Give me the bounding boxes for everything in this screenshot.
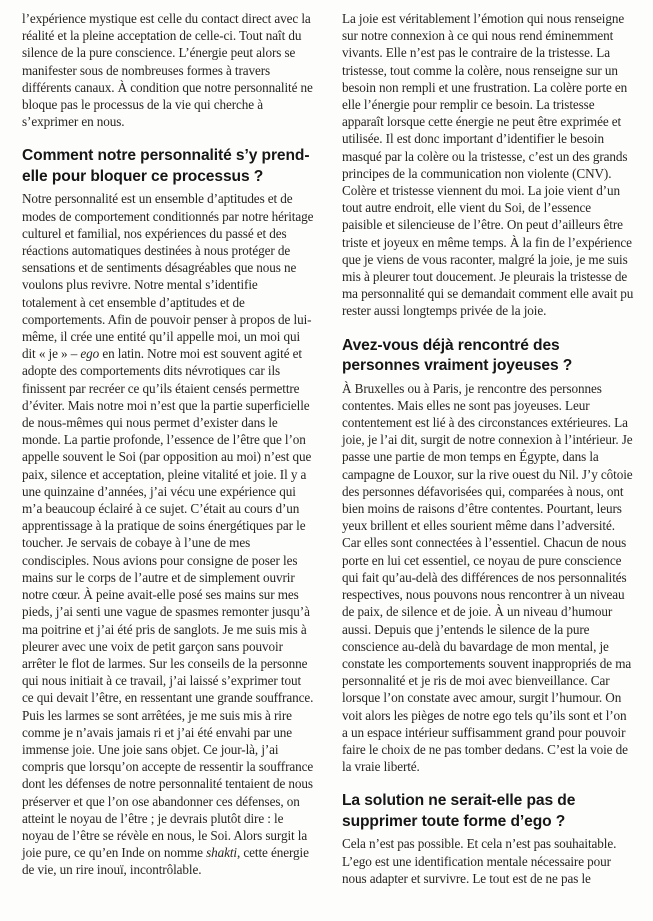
intro-paragraph: l’expérience mystique est celle du contact direct avec la réalité et la pleine acceptation de celle-ci. Tout naît du silence de la pure conscience. L’énergie peut alors se manifester sous de nombreuses formes à travers différents canaux. À condition que notre personnalité ne bloque pas le processus de la vie qui cherche à s’exprimer en nous. — [22, 11, 313, 130]
section-heading-bloquer-processus: Comment notre personnalité s’y prend-elle pour bloquer ce processus ? — [22, 147, 310, 185]
answer-paragraph-2: À Bruxelles ou à Paris, je rencontre des personnes contentes. Mais elles ne sont pas joyeuses. Leur contentement est lié à des circonstances extérieures. La joie, je l’ai dit, surgit de notre connexion à l’intérieur. Je passe une partie de mon temps en Égypte, dans la campagne de Louxor, sur la rive ouest du Nil. J’y côtoie des personnes défavorisées qui, comparées à nous, ont bien moins de raisons d’être contentes. Pourtant, leurs yeux brillent et elles sourient même dans l’adversité. Car elles sont connectées à l’essentiel. Chacun de nous porte en lui cet essentiel, ce noyau de pure conscience qui fait qu’au-delà des différences de nos personnalités respectives, nous pouvons nous rencontrer à un niveau de paix, de silence et de joie. À un niveau d’humour aussi. Depuis que j’entends le silence de la pure conscience au-delà du bavardage de mon mental, je constate les comportements souvent inappropriés de ma personnalité et je ris de moi avec bienveillance. Car lorsque l’on constate avec amour, surgit l’humour. On voit alors les pièges de notre ego tels qu’ils sont et l’on a un espace intérieur suffisamment grand pour pouvoir faire le choix de ne pas tomber dedans. C’est la voie de la vraie liberté. — [342, 380, 633, 775]
italic-term-ego: ego — [80, 346, 100, 362]
section-heading-personnes-joyeuses: Avez-vous déjà rencontré des personnes vraiment joyeuses ? — [342, 336, 573, 375]
right-column — [342, 10, 634, 887]
left-column — [22, 10, 314, 887]
italic-term-shakti: shakti — [206, 845, 237, 861]
answer-1-text-part-3: , cette énergie de vie, un rire inouï, incontrôlable. — [22, 845, 309, 878]
answer-paragraph-1-continued: La joie est véritablement l’émotion qui nous renseigne sur notre connexion à ce qui nous rend éminemment vivants. Elle n’est pas le contraire de la tristesse. La tristesse, tout comme la colère, nous renseigne sur un besoin non rempli et une frustration. La colère porte en elle l’énergie pour remplir ce besoin. La tristesse apparaît lorsque cette énergie ne peut être exprimée et utilisée. Il est donc important d’identifier le besoin masqué par la colère ou la tristesse, c’est un des grands principes de la communication non violente (CNV). Colère et tristesse viennent du moi. La joie vient d’un tout autre endroit, elle vient du Soi, de l’essence paisible et silencieuse de l’être. On peut d’ailleurs être triste et joyeux en même temps. À la fin de l’expérience que je viens de vous raconter, malgré la joie, je me suis mis à pleurer tout doucement. Je pleurais la tristesse de ma personnalité qui se demandait comment elle avait pu rester aussi longtemps privée de la joie. — [342, 11, 634, 319]
section-heading-supprimer-ego: La solution ne serait-elle pas de supprimer toute forme d’ego ? — [342, 792, 576, 830]
two-column-layout — [22, 10, 635, 887]
answer-1-text-part-1: Notre personnalité est un ensemble d’aptitudes et de modes de comportement conditionnés par notre héritage culturel et familial, nos expériences du passé et des réactions automatiques destinées à nous protéger de sensations et de sentiments désagréables que nous ne voulons plus revivre. Notre mental s’identifie totalement à cet ensemble d’aptitudes et de comportements. Afin de pouvoir penser à propos de lui-même, il crée une entité qu’il appelle moi, un moi qui dit « je » – — [22, 191, 314, 362]
answer-paragraph-1 — [22, 190, 314, 878]
answer-paragraph-3: Cela n’est pas possible. Et cela n’est pas souhaitable. L’ego est une identification mentale nécessaire pour nous adapter et survivre. Le tout est de ne pas le — [342, 836, 617, 886]
answer-1-text-part-2: en latin. Notre moi est souvent agité et adopte des comportements dits névrotiques car ils finissent par recréer ce qu’ils étaient censés permettre d’éviter. Mais notre moi n’est que la partie superficielle de nous-mêmes qui nous permet d’exister dans le monde. La partie profonde, l’essence de l’être que l’on appelle souvent le Soi (par opposition au moi) n’est que paix, silence et acceptation, pleine vitalité et joie. Il y a une quinzaine d’années, j’ai vécu une expérience qui m’a beaucoup éclairé à ce sujet. C’était au cours d’un apprentissage à la pratique de soins énergétiques par le toucher. Je servais de cobaye à l’une de mes condisciples. Nous avions pour consigne de poser les mains sur le corps de l’autre et de simplement ouvrir notre cœur. À peine avait-elle posé ses mains sur mes pieds, j’ai senti une vague de spasmes remonter jusqu’à ma poitrine et j’ai été pris de sanglots. Je me suis mis à pleurer avec une voix de petit garçon sans pouvoir arrêter le flot de larmes. Sur les conseils de la personne qui nous initiait à ce travail, j’ai laissé s’exprimer tout ce qui devait l’être, en ressentant une grande souffrance. Puis les larmes se sont arrêtées, je me suis mis à rire comme je n’avais jamais ri et j’ai été envahi par une immense joie. Une joie sans objet. Ce jour-là, j’ai compris que lorsqu’on accepte de ressentir la souffrance dont les défenses de notre personnalité tentaient de nous préserver et que l’on ose abandonner ces défenses, on atteint le noyau de l’être ; je devrais plutôt dire : le noyau de l’être se révèle en nous, le Soi. Alors surgit la joie pure, ce qu’en Inde on nomme — [22, 346, 314, 861]
